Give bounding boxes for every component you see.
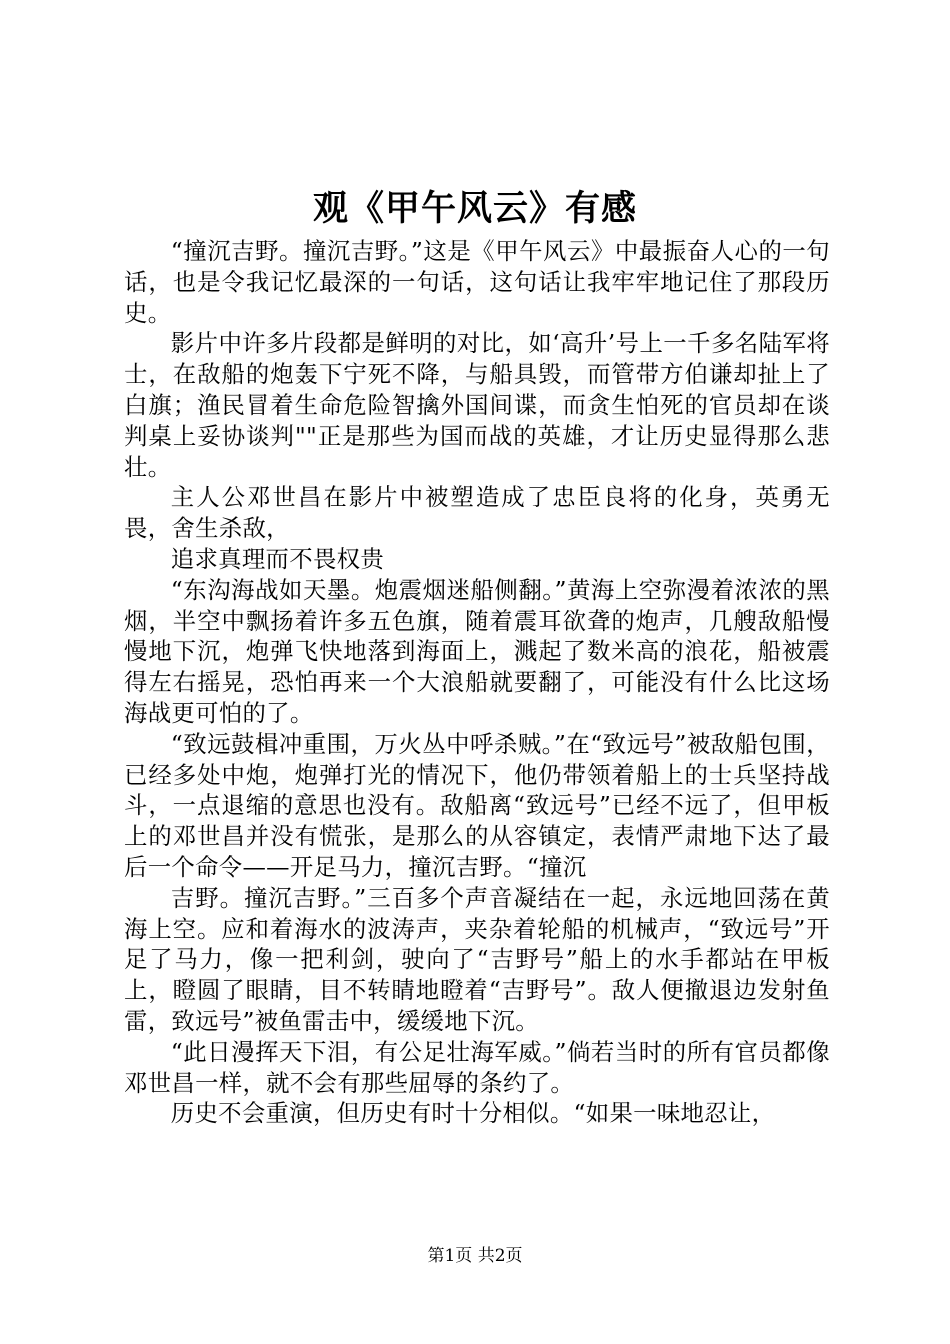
paragraph-3: 主人公邓世昌在影片中被塑造成了忠臣良将的化身，英勇无畏，舍生杀敌， [124,483,830,543]
paragraph-4: 追求真理而不畏权贵 [170,544,385,573]
paragraph-8: “此日漫挥天下泪，有公足壮海军威。”倘若当时的所有官员都像邓世昌一样，就不会有那些屈辱的条约了。 [124,1037,830,1097]
paragraph-9: 历史不会重演，但历史有时十分相似。“如果一味地忍让， [170,1099,776,1128]
paragraph-2: 影片中许多片段都是鲜明的对比，如‘高升’号上一千多名陆军将士，在敌船的炮轰下宁死不降，与船具毁，而管带方伯谦却扯上了白旗；渔民冒着生命危险智擒外国间谍，而贪生怕死的官员却在谈判桌上妥协谈判""正是那些为国而战的英雄，才让历史显得那么悲壮。 [124,329,830,481]
document-title: 观《甲午风云》有感 [312,188,637,229]
paragraph-6: “致远鼓楫冲重围，万火丛中呼杀贼。”在“致远号”被敌船包围，已经多处中炮，炮弹打光的情况下，他仍带领着船上的士兵坚持战斗，一点退缩的意思也没有。敌船离“致远号”已经不远了，但甲板上的邓世昌并没有慌张，是那么的从容镇定，表情严肃地下达了最后一个命令——开足马力，撞沉吉野。“撞沉 [124,729,830,881]
paragraph-1: “撞沉吉野。撞沉吉野。”这是《甲午风云》中最振奋人心的一句话，也是令我记忆最深的一句话，这句话让我牢牢地记住了那段历史。 [124,237,830,327]
paragraph-5: “东沟海战如天墨。炮震烟迷船侧翻。”黄海上空弥漫着浓浓的黑烟，半空中飘扬着许多五色旗，随着震耳欲聋的炮声，几艘敌船慢慢地下沉，炮弹飞快地落到海面上，溅起了数米高的浪花，船被震得左右摇晃，恐怕再来一个大浪船就要翻了，可能没有什么比这场海战更可怕的了。 [124,575,830,727]
paragraph-7: 吉野。撞沉吉野。”三百多个声音凝结在一起，永远地回荡在黄海上空。应和着海水的波涛声，夹杂着轮船的机械声，“致远号”开足了马力，像一把利剑，驶向了“吉野号”船上的水手都站在甲板上，瞪圆了眼睛，目不转睛地瞪着“吉野号”。敌人便撤退边发射鱼雷，致远号”被鱼雷击中，缓缓地下沉。 [124,883,830,1035]
page-footer: 第1页 共2页 [427,1246,523,1266]
document-body [124,236,830,1129]
